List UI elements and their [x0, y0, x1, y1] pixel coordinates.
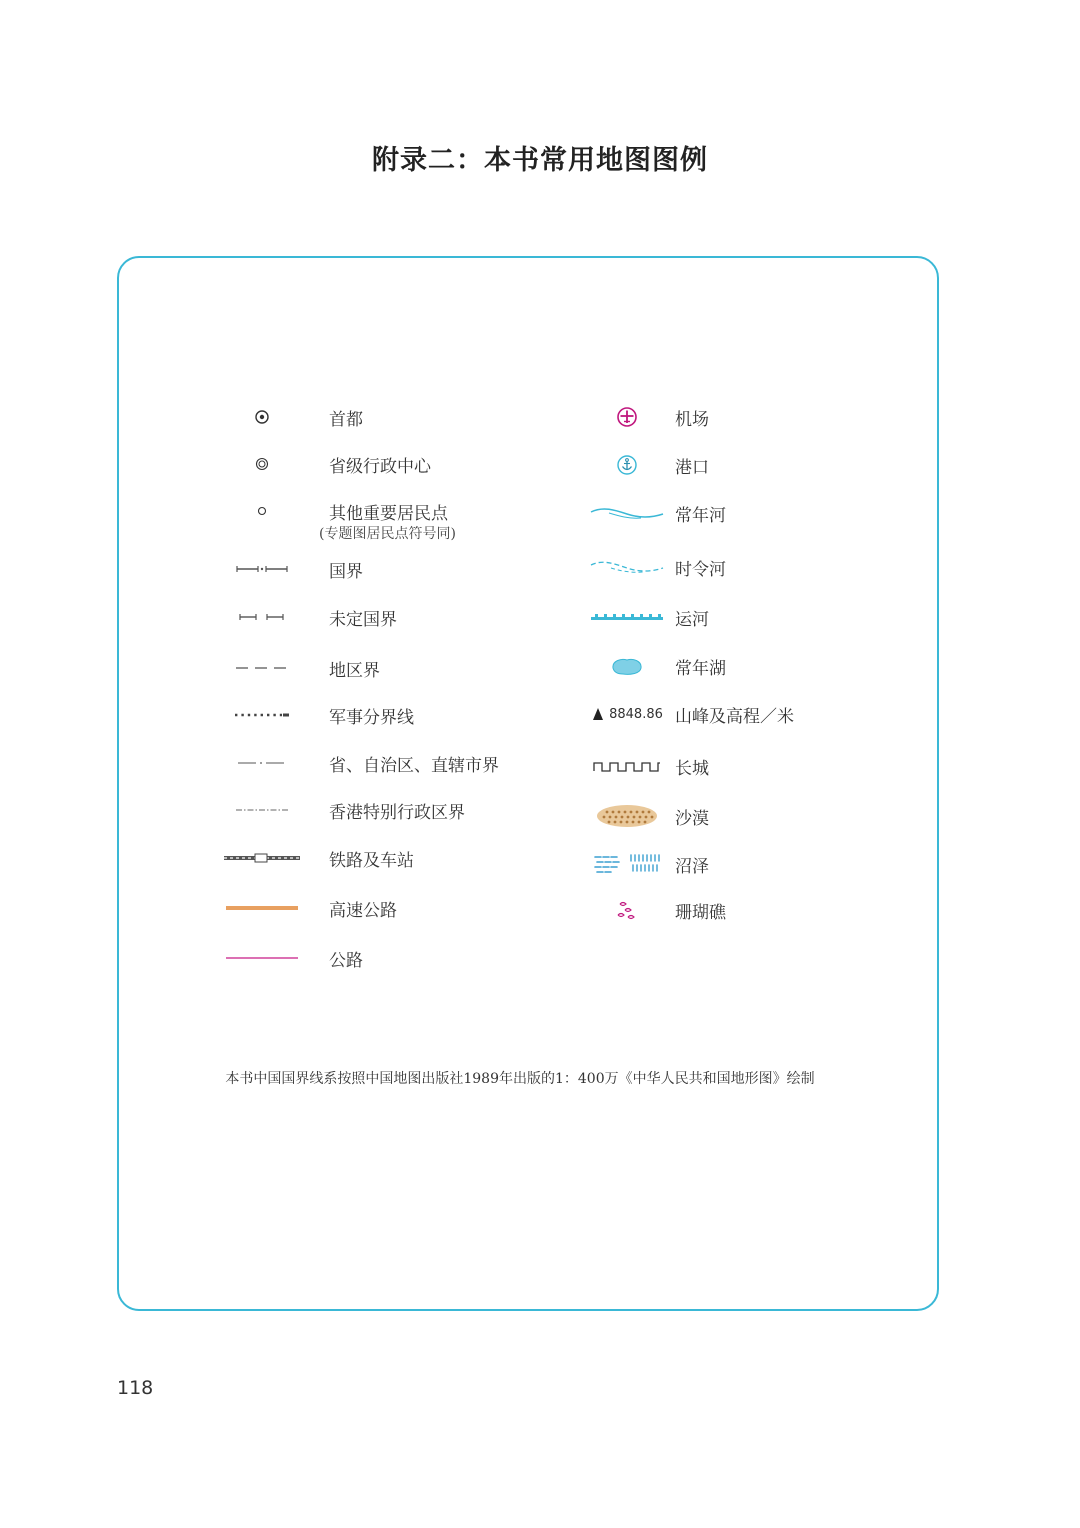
railway-icon — [212, 838, 312, 878]
undefined-border-icon — [212, 597, 312, 637]
legend-label: 军事分界线 — [329, 708, 414, 728]
provincial-border-icon — [212, 743, 312, 783]
airport-icon — [577, 397, 677, 437]
perennial-river-icon — [577, 493, 677, 533]
legend-label: 国界 — [329, 562, 363, 582]
footnote: 本书中国国界线系按照中国地图出版社1989年出版的1：400万《中华人民共和国地形图》绘制 — [225, 1071, 815, 1087]
legend-label: 沼泽 — [675, 857, 709, 877]
settlement-icon — [212, 491, 312, 531]
legend-label: 首都 — [329, 410, 363, 430]
seasonal-river-icon — [577, 547, 677, 587]
provincial-center-icon — [212, 444, 312, 484]
legend-label: 常年湖 — [675, 659, 726, 679]
legend-label: 沙漠 — [675, 809, 709, 829]
canal-icon — [577, 597, 677, 637]
national-border-icon — [212, 549, 312, 589]
elevation-value: 8848.86 — [609, 706, 663, 722]
page-number: 118 — [117, 1377, 154, 1399]
road-icon — [212, 938, 312, 978]
legend-label: 常年河 — [675, 506, 726, 526]
legend-label: 珊瑚礁 — [675, 903, 726, 923]
legend-label: 香港特别行政区界 — [329, 803, 465, 823]
hk-sar-border-icon — [212, 790, 312, 830]
legend-label: 时令河 — [675, 560, 726, 580]
legend-label: 未定国界 — [329, 610, 397, 630]
port-anchor-icon — [577, 445, 677, 485]
legend-label: 山峰及高程／米 — [675, 707, 794, 727]
legend-label: 省、自治区、直辖市界 — [329, 756, 499, 776]
legend-label: 长城 — [675, 759, 709, 779]
lake-icon — [577, 646, 677, 686]
legend-label: 高速公路 — [329, 901, 397, 921]
legend-label: 公路 — [329, 951, 363, 971]
legend-label: 地区界 — [329, 661, 380, 681]
page-title: 附录二：本书常用地图图例 — [372, 145, 708, 176]
desert-icon — [577, 796, 677, 836]
expressway-icon — [212, 888, 312, 928]
great-wall-icon — [577, 746, 677, 786]
legend-label: 其他重要居民点 — [329, 504, 448, 524]
legend-sublabel: (专题图居民点符号同) — [319, 526, 456, 542]
legend-label: 机场 — [675, 410, 709, 430]
mountain-peak-icon — [577, 694, 677, 734]
legend-label: 港口 — [675, 458, 709, 478]
capital-icon — [212, 397, 312, 437]
regional-border-icon — [212, 648, 312, 688]
legend-label: 省级行政中心 — [329, 457, 431, 477]
coral-reef-icon — [577, 890, 677, 930]
military-line-icon — [212, 695, 312, 735]
legend-label: 铁路及车站 — [329, 851, 414, 871]
swamp-icon — [577, 844, 677, 884]
legend-label: 运河 — [675, 610, 709, 630]
